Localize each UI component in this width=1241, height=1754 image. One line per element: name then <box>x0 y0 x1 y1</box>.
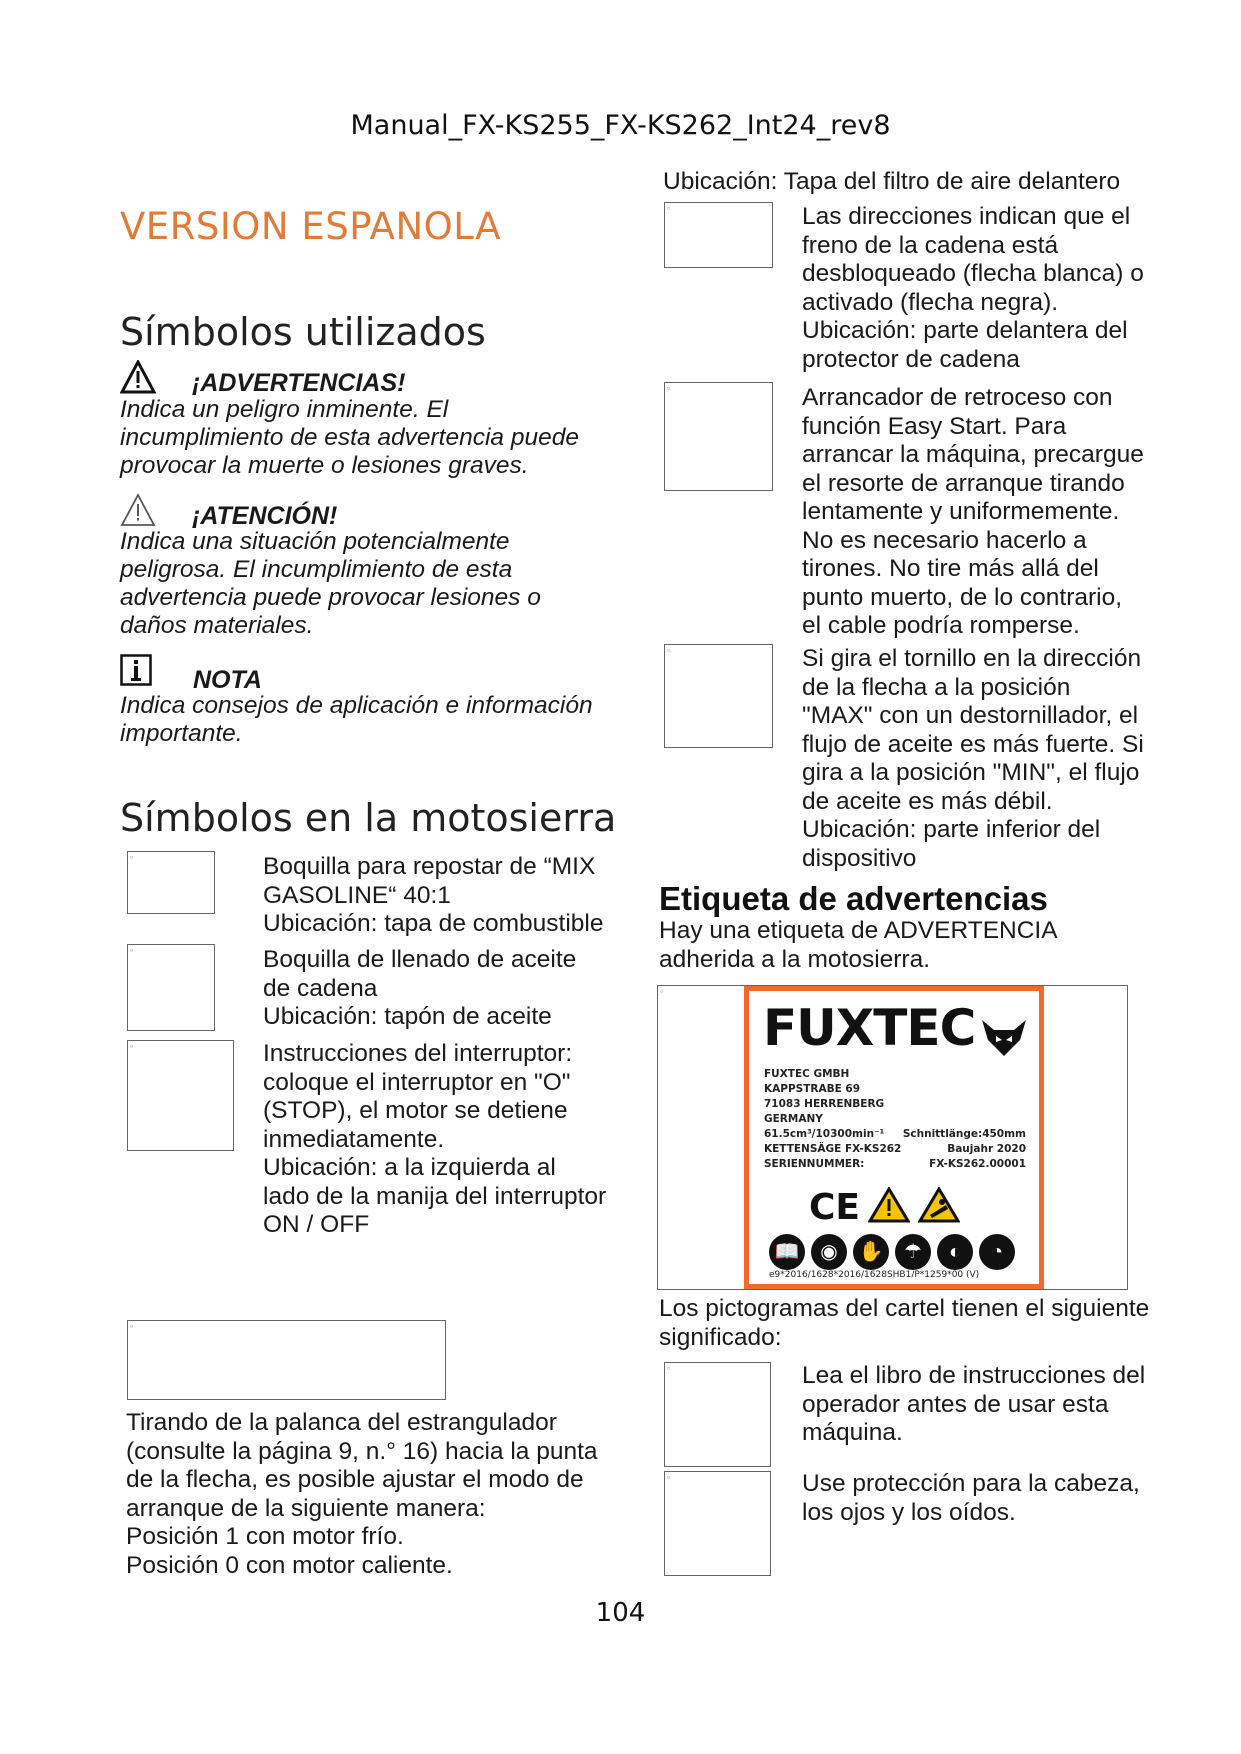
caution-triangle-icon <box>120 493 156 527</box>
saw-symbol-item: Instrucciones del interruptor: coloque el interruptor en "O" (STOP), el motor se detiene inmediatamente. Ubicación: a la izquierda al lado de la manija del interruptor ON / OFF <box>263 1040 607 1238</box>
protection-gear-pictogram: ▫ <box>664 1471 771 1576</box>
fuel-nozzle-pictogram: ▫ <box>127 851 215 914</box>
symbols-used-title: Símbolos utilizados <box>120 310 486 354</box>
label-street: KAPPSTRABE 69 <box>764 1083 861 1095</box>
ce-mark: CE <box>809 1187 861 1228</box>
label-approval: e9*2016/1628*2016/1628SHB1/P*1259*00 (V) <box>769 1270 980 1280</box>
air-filter-location: Ubicación: Tapa del filtro de aire delantero <box>663 168 1121 195</box>
label-company: FUXTEC GMBH <box>764 1068 850 1080</box>
brand-logo: FUXTEC <box>763 999 976 1057</box>
note-description: Indica consejos de aplicación e información importante. <box>120 692 593 747</box>
info-icon <box>120 654 152 686</box>
pictogram-item: Lea el libro de instrucciones del operador antes de usar esta máquina. <box>802 1362 1146 1446</box>
warning-triangle-icon <box>120 360 156 394</box>
label-country: GERMANY <box>764 1113 823 1125</box>
saw-symbol-item: Boquilla para repostar de “MIX GASOLINE“ 40:1 Ubicación: tapa de combustible <box>263 853 604 937</box>
pictograms-intro: Los pictogramas del cartel tienen el siguiente significado: <box>659 1295 1150 1351</box>
label-year: Baujahr 2020 <box>947 1143 1026 1155</box>
caution-title: ¡ATENCIÓN! <box>192 502 338 530</box>
timer-icon: ◔ <box>979 1234 1015 1270</box>
right-symbol-item: Arrancador de retroceso con función Easy Start. Para arrancar la máquina, precargue el resorte de arranque tirando lentamente y uniformemente. No es necesario hacerlo a tirones. No tire más allá del punto muerto, de lo contrario, el cable podría romperse. <box>802 384 1144 639</box>
warning-title: ¡ADVERTENCIAS! <box>192 369 406 397</box>
choke-description: Tirando de la palanca del estrangulador (consulte la página 9, n.° 16) hacia la punta de la flecha, es posible ajustar el modo de arranque de la siguiente manera: Posición 1 con motor frío. Posición 0 con motor caliente. <box>126 1409 598 1579</box>
right-symbol-item: Si gira el tornillo en la dirección de la flecha a la posición "MAX" con un destornillador, el flujo de aceite es más fuerte. Si gira a la posición "MIN", el flujo de aceite es más débil. Ubicación: parte inferior del dispositivo <box>802 645 1144 872</box>
note-title: NOTA <box>193 666 262 694</box>
chain-brake-pictogram: ▫ <box>664 202 773 268</box>
read-manual-icon: 📖 <box>769 1234 805 1270</box>
recoil-starter-pictogram: ▫ <box>664 382 773 491</box>
version-title: VERSION ESPANOLA <box>120 205 502 248</box>
label-serial: FX-KS262.00001 <box>929 1158 1026 1170</box>
warning-label <box>744 986 1044 1289</box>
document-header: Manual_FX-KS255_FX-KS262_Int24_rev8 <box>350 110 891 141</box>
read-manual-pictogram: ▫ <box>664 1362 771 1467</box>
caution-description: Indica una situación potencialmente peligrosa. El incumplimiento de esta advertencia puede provocar lesiones o daños materiales. <box>120 528 541 639</box>
chainsaw-kickback-warning-icon <box>918 1187 960 1228</box>
saw-symbols-title: Símbolos en la motosierra <box>120 796 617 840</box>
chain-oil-pictogram: ▫ <box>127 944 215 1031</box>
page-number: 104 <box>595 1598 646 1628</box>
right-symbol-item: Las direcciones indican que el freno de la cadena está desbloqueado (flecha blanca) o activado (flecha negra). Ubicación: parte delantera del protector de cadena <box>802 203 1144 373</box>
oil-flow-screw-pictogram: ▫ <box>664 644 773 748</box>
pictogram-item: Use protección para la cabeza, los ojos y los oídos. <box>802 1470 1140 1526</box>
label-serial-label: SERIENNUMMER: <box>764 1158 865 1170</box>
leg-protection-icon: ◐ <box>937 1234 973 1270</box>
choke-pictogram: ▫ <box>127 1320 446 1400</box>
head-protection-icon: ◉ <box>811 1234 847 1270</box>
saw-symbol-item: Boquilla de llenado de aceite de cadena Ubicación: tapón de aceite <box>263 946 577 1030</box>
warning-label-title: Etiqueta de advertencias <box>659 880 1048 917</box>
warning-label-intro: Hay una etiqueta de ADVERTENCIA adherida a la motosierra. <box>659 917 1058 973</box>
no-rain-icon: ☂ <box>895 1234 931 1270</box>
label-city: 71083 HERRENBERG <box>764 1098 885 1110</box>
warning-label-frame: ▫ <box>657 985 1128 1290</box>
fox-logo-icon <box>980 1016 1028 1065</box>
hand-protection-icon: ✋ <box>853 1234 889 1270</box>
label-bar-length: Schnittlänge:450mm <box>902 1128 1026 1140</box>
label-model: KETTENSÄGE FX-KS262 <box>764 1143 902 1155</box>
label-engine: 61.5cm³/10300min⁻¹ <box>764 1128 885 1140</box>
warning-triangle-icon <box>868 1187 910 1228</box>
switch-pictogram: ▫ <box>127 1040 234 1151</box>
warning-description: Indica un peligro inminente. El incumplimiento de esta advertencia puede provocar la muerte o lesiones graves. <box>120 396 579 479</box>
